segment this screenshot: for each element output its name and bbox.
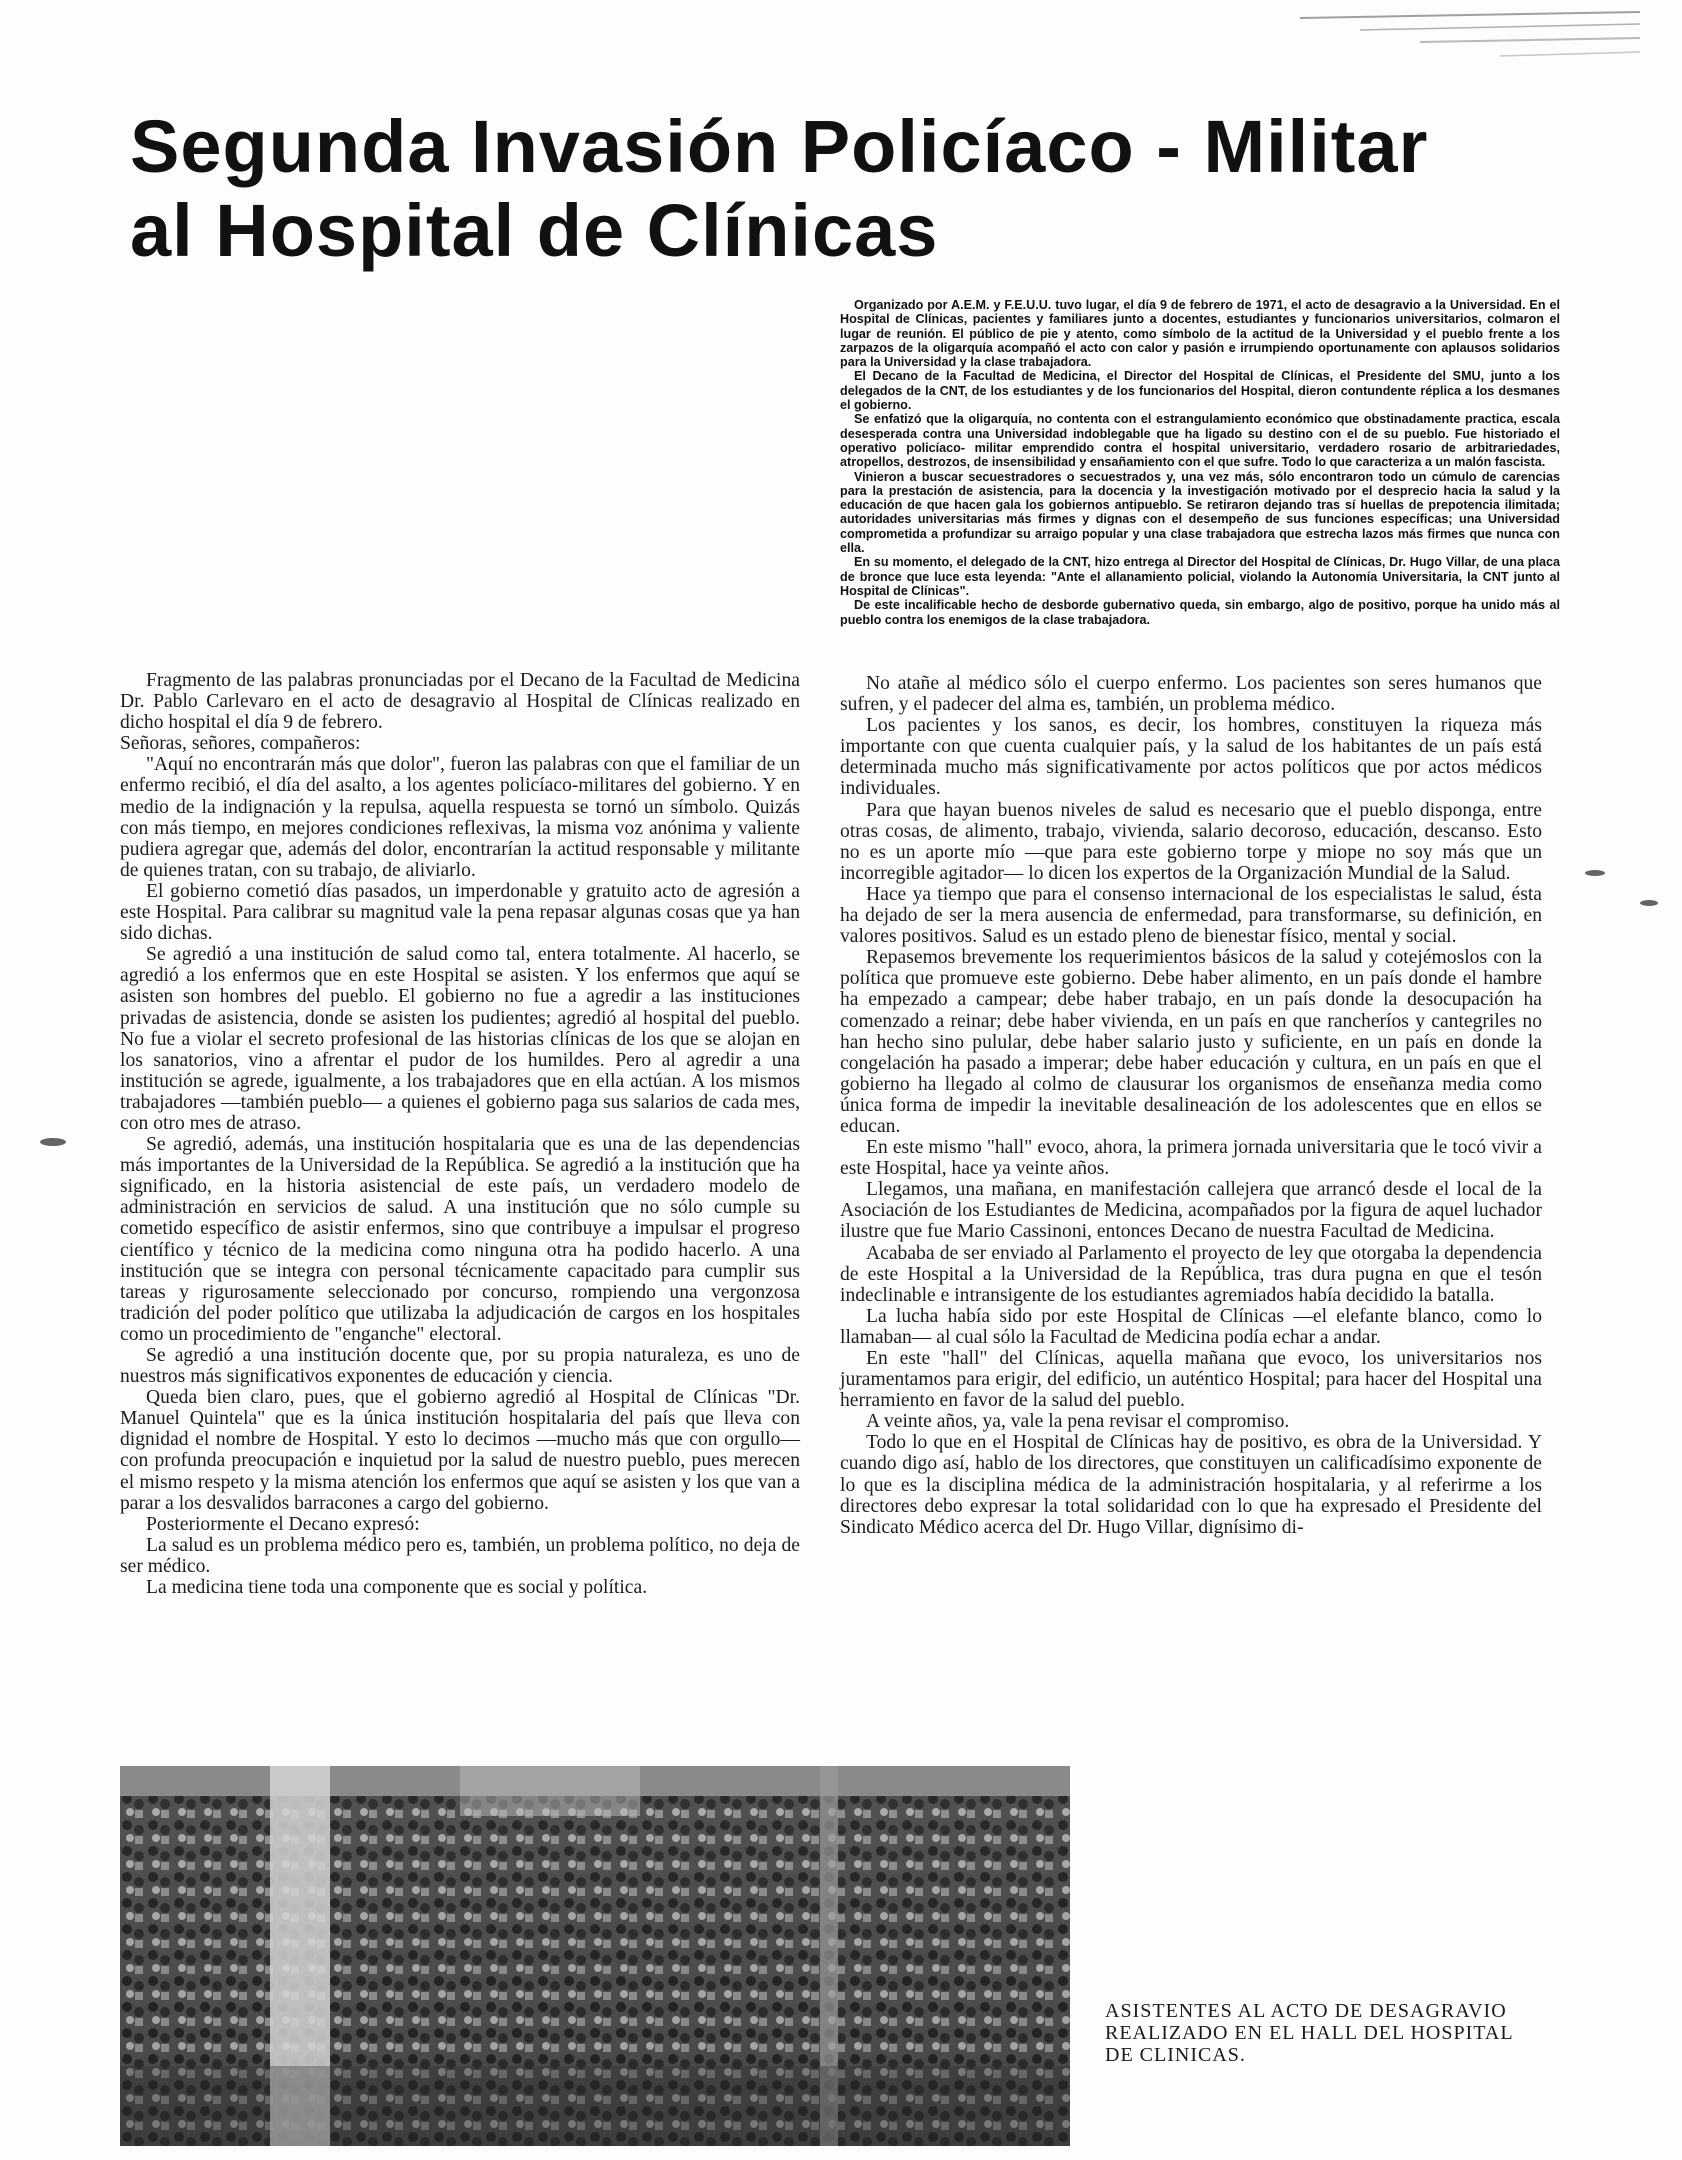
left-column: [120, 670, 800, 1598]
body-paragraph: En este "hall" del Clínicas, aquella mañana que evoco, los universitarios nos juramentamos para erigir, del edificio, un auténtico Hospital; para hacer del Hospital una herramiento en favor de la salud del pueblo.: [840, 1348, 1542, 1412]
intro-paragraph: De este incalificable hecho de desborde gubernativo queda, sin embargo, algo de positivo, porque ha unido más al pueblo contra los enemigos de la clase trabajadora.: [840, 598, 1560, 627]
body-paragraph: Se agredió, además, una institución hospitalaria que es una de las dependencias más importantes de la Universidad de la República. Se agredió a la institución que ha significado, en la historia asistencial de este país, un verdadero modelo de administración en servicios de salud. A una institución que no sólo cumple su cometido específico de asistir enfermos, sino que contribuye a impulsar el progreso científico y técnico de la medicina como ninguna otra ha podido hacerlo. A una institución que se integra con personal técnicamente capacitado para cumplir sus tareas y rigurosamente seleccionado por concurso, rompiendo una vergonzosa tradición del poder político que utilizaba la adjudicación de cargos en los hospitales como un procedimiento de "enganche" electoral.: [120, 1134, 800, 1345]
body-paragraph: Queda bien claro, pues, que el gobierno agredió al Hospital de Clínicas "Dr. Manuel Quintela" que es la única institución hospitalaria del país que lleva con dignidad el nombre de Hospital. Y esto lo decimos —mucho más que con orgullo— con profunda preocupación e inquietud por la salud de nuestro pueblo, pues merecen el mismo respeto y la misma atención los enfermos que aquí se asisten y los que van a parar a los desvalidos barracones a cargo del gobierno.: [120, 1387, 800, 1514]
crowd-photo: [120, 1766, 1070, 2146]
intro-paragraph: Vinieron a buscar secuestradores o secuestrados y, una vez más, sólo encontraron todo un cúmulo de carencias para la prestación de asistencia, para la docencia y la investigación motivado por el desprecio hacia la salud y la educación de que hacen gala los gobiernos antipueblo. Se retiraron dejando tras sí huellas de prepotencia ilimitada; autoridades universitarias más firmes y dignas con el desempeño de sus funciones específicas; una Universidad comprometida a profundizar su arraigo popular y una clase trabajadora que estrecha lazos más firmes que nunca con ella.: [840, 469, 1560, 556]
headline-line-1: Segunda Invasión Policíaco - Militar: [130, 105, 1429, 188]
ink-smudge: [1640, 900, 1658, 906]
body-paragraph: En este mismo "hall" evoco, ahora, la primera jornada universitaria que le tocó vivir a este Hospital, hace ya veinte años.: [840, 1137, 1542, 1180]
body-paragraph: Repasemos brevemente los requerimientos básicos de la salud y cotejémoslos con la política que promueve este gobierno. Debe haber alimento, en un país donde el hambre ha empezado a campear; debe haber trabajo, en un país donde la desocupación ha comenzado a reinar; debe haber vivienda, en un país en que rancheríos y cantegriles no han hecho sino pulular, debe haber salario justo y suficiente, en un país en donde la congelación ha pasado a imperar; debe haber educación y cultura, en un país en que el gobierno ha llegado al colmo de clausurar los organismos de enseñanza media como única forma de impedir la inevitable desalineación de los adolescentes que en ellos se educan.: [840, 947, 1542, 1137]
body-paragraph: Todo lo que en el Hospital de Clínicas hay de positivo, es obra de la Universidad. Y cuando digo así, hablo de los directores, que constituyen un calificadísimo exponente de lo que es la disciplina médica de la administración hospitalaria, y al referirme a los directores debo expresar la total solidaridad con lo que ha expresado el Presidente del Sindicato Médico acerca del Dr. Hugo Villar, dignísimo di-: [840, 1432, 1542, 1538]
intro-box: [840, 298, 1560, 627]
body-paragraph: El gobierno cometió días pasados, un imperdonable y gratuito acto de agresión a este Hospital. Para calibrar su magnitud vale la pena repasar algunas cosas que ya han sido dichas.: [120, 880, 800, 945]
body-paragraph: "Aquí no encontrarán más que dolor", fueron las palabras con que el familiar de un enfermo recibió, el día del asalto, a los agentes policíaco-militares del gobierno. Y en medio de la indignación y la repulsa, aquella respuesta se tornó un símbolo. Quizás con más tiempo, en mejores condiciones reflexivas, la misma voz anónima y valiente pudiera agregar que, además del dolor, encontrarían la actitud responsable y militante de quienes tratan, con su trabajo, de aliviarlo.: [120, 754, 800, 881]
headline-line-2: al Hospital de Clínicas: [130, 189, 939, 272]
body-paragraph: La medicina tiene toda una componente que es social y política.: [146, 1577, 648, 1599]
intro-paragraph: En su momento, el delegado de la CNT, hizo entrega al Director del Hospital de Clínicas, Dr. Hugo Villar, de una placa de bronce que luce esta leyenda: "Ante el allanamiento policial, violando la Autonomía Universitaria, la CNT junto al Hospital de Clínicas".: [840, 555, 1560, 598]
print-streak: [1300, 8, 1640, 68]
body-paragraph: Acababa de ser enviado al Parlamento el proyecto de ley que otorgaba la dependencia de este Hospital a la Universidad de la República, tras dura pugna en que el tesón indeclinable e intransigente de los estudiantes agremiados había decidido la batalla.: [840, 1242, 1542, 1306]
intro-paragraph: El Decano de la Facultad de Medicina, el Director del Hospital de Clínicas, el Presidente del SMU, junto a los delegados de la CNT, de los estudiantes y de los funcionarios del Hospital, dieron contundente réplica a los desmanes el gobierno.: [840, 369, 1560, 413]
body-paragraph: Fragmento de las palabras pronunciadas por el Decano de la Facultad de Medicina Dr. Pablo Carlevaro en el acto de desagravio al Hospital de Clínicas realizado en dicho hospital el día 9 de febrero.: [120, 670, 800, 734]
photo-caption: ASISTENTES AL ACTO DE DESAGRAVIO REALIZADO EN EL HALL DEL HOSPITAL DE CLINICAS.: [1105, 2000, 1513, 2066]
body-paragraph: Se agredió a una institución de salud como tal, entera totalmente. Al hacerlo, se agredió a los enfermos que en este Hospital se asisten. Y los enfermos que aquí se asisten son hombres del pueblo. El gobierno no fue a agredir a las instituciones privadas de asistencia, donde se asisten los pudientes; agredió al hospital del pueblo. No fue a violar el secreto profesional de las historias clínicas de los que se alojan en los sanatorios, vino a afrentar el pudor de los humildes. Pero al agredir a una institución se agrede, igualmente, a los trabajadores que en ella actúan. A los mismos trabajadores —también pueblo— a quienes el gobierno paga sus salarios de cada mes, con otro mes de atraso.: [120, 944, 800, 1134]
body-paragraph: Los pacientes y los sanos, es decir, los hombres, constituyen la riqueza más importante con que cuenta cualquier país, y la salud de los habitantes de un país está determinada mucho más significativamente por actos políticos que por actos médicos individuales.: [840, 715, 1542, 800]
body-paragraph: Llegamos, una mañana, en manifestación callejera que arrancó desde el local de la Asociación de los Estudiantes de Medicina, acompañados por la figura de aquel luchador ilustre que fue Mario Cassinoni, entonces Decano de nuestra Facultad de Medicina.: [840, 1179, 1542, 1243]
body-paragraph: Hace ya tiempo que para el consenso internacional de los especialistas le salud, ésta ha dejado de ser la mera ausencia de enfermedad, para transformarse, su definición, en valores positivos. Salud es un estado pleno de bienestar físico, mental y social.: [840, 883, 1542, 948]
body-paragraph: Posteriormente el Decano expresó:: [146, 1513, 420, 1535]
ink-smudge: [1585, 870, 1605, 876]
article-headline: [130, 105, 1490, 273]
ink-smudge: [40, 1138, 66, 1146]
body-paragraph: Para que hayan buenos niveles de salud es necesario que el pueblo disponga, entre otras cosas, de alimento, trabajo, vivienda, salario decoroso, educación, descanso. Esto no es un aporte mío —que para este gobierno torpe y miope no soy más que un incorregible agitador— lo dicen los expertos de la Organización Mundial de la Salud.: [840, 799, 1542, 884]
body-paragraph: La salud es un problema médico pero es, también, un problema político, no deja de ser médico.: [120, 1534, 800, 1577]
body-paragraph: La lucha había sido por este Hospital de Clínicas —el elefante blanco, como lo llamaban— al cual sólo la Facultad de Medicina podía echar a andar.: [840, 1305, 1542, 1348]
intro-paragraph: Se enfatizó que la oligarquía, no contenta con el estrangulamiento económico que obstinadamente practica, escala desesperada contra una Universidad indoblegable que ha ligado su destino con el de su pueblo. Fue historiado el operativo policíaco- militar emprendido contra el hospital universitario, verdadero rosario de arbitrariedades, atropellos, destrozos, de insensibilidad y ensañamiento con el que sufre. Todo lo que caracteriza a un malón fascista.: [840, 412, 1560, 470]
body-paragraph: A veinte años, ya, vale la pena revisar el compromiso.: [866, 1411, 1290, 1433]
body-paragraph: No atañe al médico sólo el cuerpo enfermo. Los pacientes son seres humanos que sufren, y el padecer del alma es, también, un problema médico.: [840, 673, 1542, 716]
body-paragraph: Se agredió a una institución docente que, por su propia naturaleza, es uno de nuestros más significativos exponentes de educación y ciencia.: [120, 1345, 800, 1388]
body-paragraph: Señoras, señores, compañeros:: [120, 733, 361, 755]
right-column: [840, 673, 1542, 1538]
intro-paragraph: Organizado por A.E.M. y F.E.U.U. tuvo lugar, el día 9 de febrero de 1971, el acto de desagravio a la Universidad. En el Hospital de Clínicas, pacientes y familiares junto a docentes, estudiantes y funcionarios universitarios, colmaron el lugar de reunión. El público de pie y atento, como símbolo de la actitud de la Universidad y el pueblo frente a los zarpazos de la oligarquía acompañó el acto con calor y pasión e irrumpiendo oportunamente con aplausos solidarios para la Universidad y la clase trabajadora.: [840, 298, 1560, 370]
